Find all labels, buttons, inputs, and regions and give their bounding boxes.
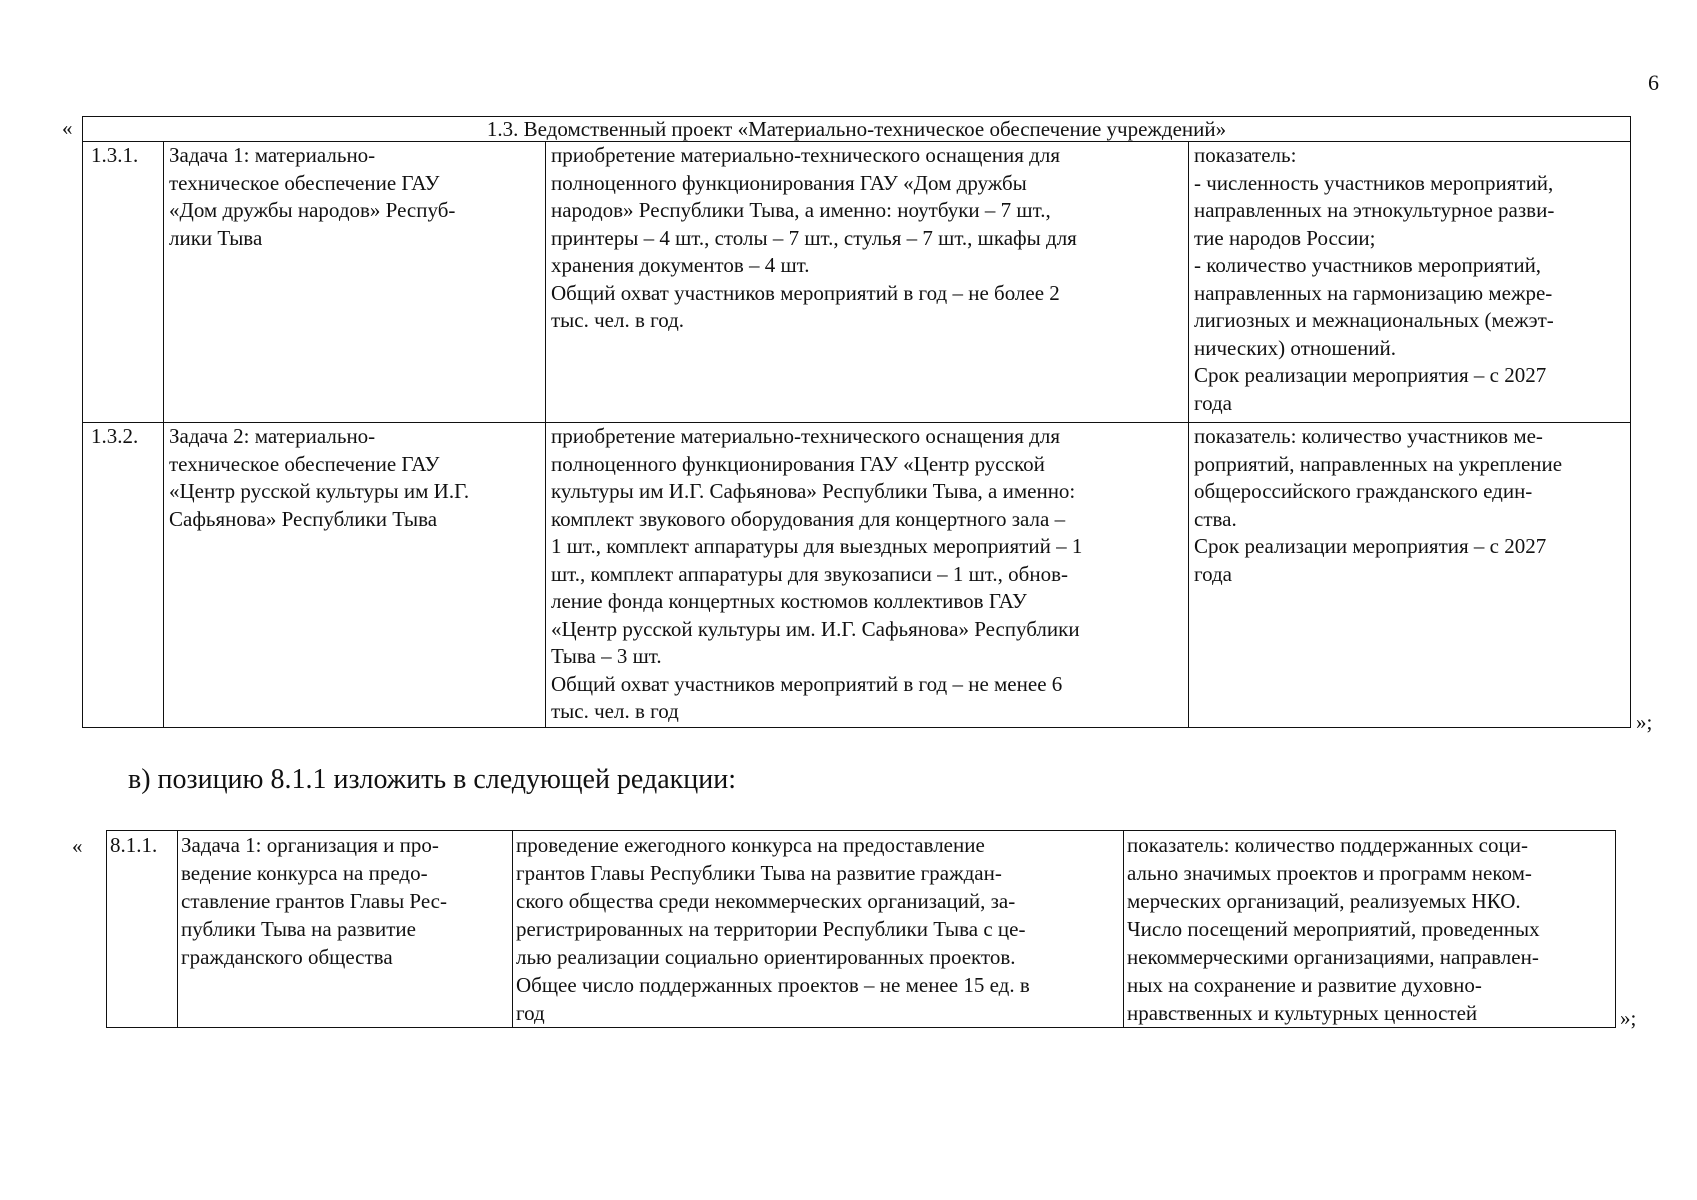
indicator-cell: показатель: количество поддержанных соци- ально значимых проектов и программ неком- мерческих организаций, реализуемых НКО. Число посещений мероприятий, проведенных некоммерческими организациями, направлен- ных на сохранение и развитие духовно- нравственных и культурных ценностей [1124, 831, 1616, 1028]
task-cell: Задача 2: материально- техническое обеспечение ГАУ «Центр русской культуры им И.Г. Сафьянова» Республики Тыва [164, 423, 546, 728]
position-table [106, 830, 1616, 1028]
row-number: 1.3.1. [83, 142, 164, 423]
description-cell: приобретение материально-технического оснащения для полноценного функционирования ГАУ «Дом дружбы народов» Республики Тыва, а именно: ноутбуки – 7 шт., принтеры – 4 шт., столы – 7 шт., стулья – 7 шт., шкафы для хранения документов – 4 шт. Общий охват участников мероприятий в год – не более 2 тыс. чел. в год. [546, 142, 1189, 423]
task-cell: Задача 1: материально- техническое обеспечение ГАУ «Дом дружбы народов» Респуб- лики Тыва [164, 142, 546, 423]
table-row [107, 831, 1616, 1028]
table2-open-quote: « [72, 834, 83, 858]
table-row [83, 423, 1631, 728]
description-cell: проведение ежегодного конкурса на предоставление грантов Главы Республики Тыва на развитие граждан- ского общества среди некоммерческих организаций, за- регистрированных на территории Республики Тыва с це- лью реализации социально ориентированных проектов. Общее число поддержанных проектов – не менее 15 ед. в год [513, 831, 1124, 1028]
row-number: 1.3.2. [83, 423, 164, 728]
project-header: 1.3. Ведомственный проект «Материально-техническое обеспечение учреждений» [83, 117, 1631, 142]
instruction-text: в) позицию 8.1.1 изложить в следующей редакции: [128, 764, 737, 795]
table-row [83, 142, 1631, 423]
table1-close-quote: »; [1636, 710, 1653, 734]
table2-close-quote: »; [1620, 1006, 1637, 1030]
indicator-cell: показатель: - численность участников мероприятий, направленных на этнокультурное разви- тие народов России; - количество участников мероприятий, направленных на гармонизацию межре- лигиозных и межнациональных (межэт- нических) отношений. Срок реализации мероприятия – с 2027 года [1189, 142, 1631, 423]
row-number: 8.1.1. [107, 831, 178, 1028]
task-cell: Задача 1: организация и про- ведение конкурса на предо- ставление грантов Главы Рес- публики Тыва на развитие гражданского общества [178, 831, 513, 1028]
project-table [82, 116, 1631, 728]
description-cell: приобретение материально-технического оснащения для полноценного функционирования ГАУ «Центр русской культуры им И.Г. Сафьянова» Республики Тыва, а именно: комплект звукового оборудования для концертного зала – 1 шт., комплект аппаратуры для выездных мероприятий – 1 шт., комплект аппаратуры для звукозаписи – 1 шт., обнов- ление фонда концертных костюмов коллективов ГАУ «Центр русской культуры им. И.Г. Сафьянова» Республики Тыва – 3 шт. Общий охват участников мероприятий в год – не менее 6 тыс. чел. в год [546, 423, 1189, 728]
page-number: 6 [1648, 70, 1659, 95]
table1-open-quote: « [62, 116, 73, 140]
indicator-cell: показатель: количество участников ме- роприятий, направленных на укрепление общероссийского гражданского един- ства. Срок реализации мероприятия – с 2027 года [1189, 423, 1631, 728]
